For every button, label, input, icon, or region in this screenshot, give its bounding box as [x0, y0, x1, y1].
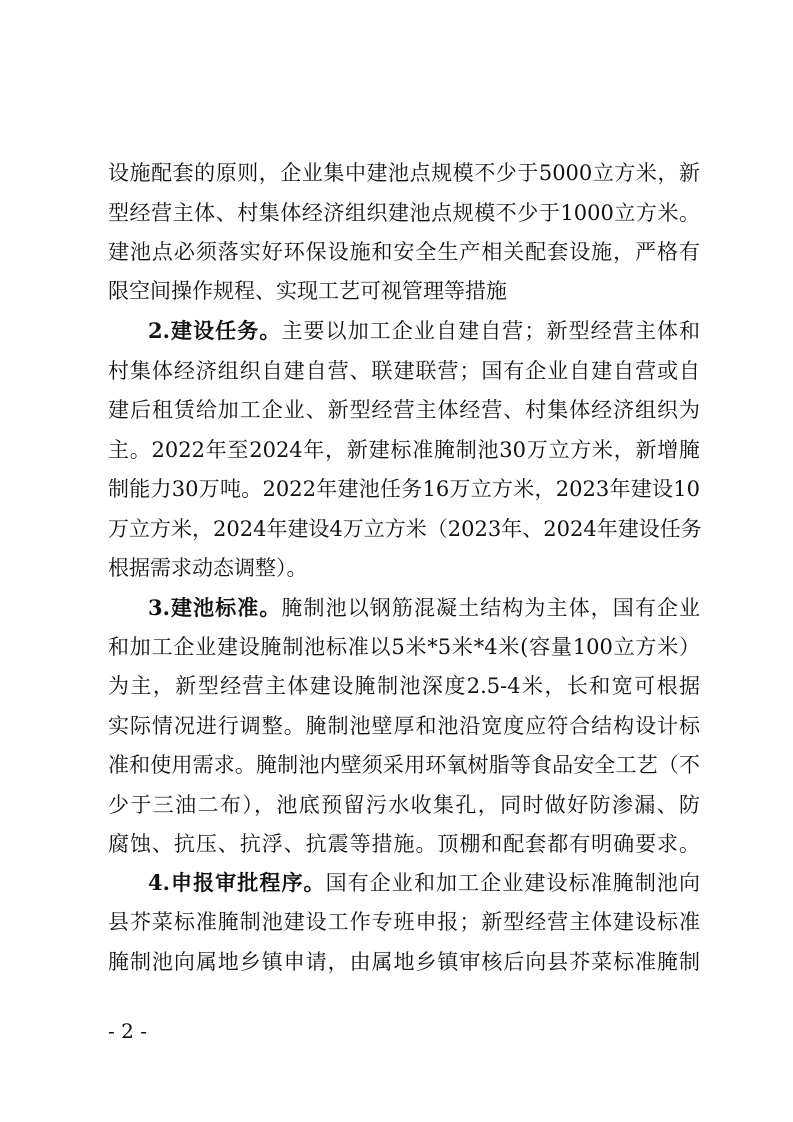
text-line: 实际情况进行调整。腌制池壁厚和池沿宽度应符合结构设计标: [108, 714, 700, 738]
text-line: 主要以加工企业自建自营；新型经营主体和: [281, 319, 700, 343]
text-line: 为主，新型经营主体建设腌制池深度2.5-4米，长和宽可根据: [108, 674, 700, 698]
text-line: 万立方米，2024年建设4万立方米（2023年、2024年建设任务: [108, 517, 702, 541]
section-heading: 3.建池标准。: [148, 595, 282, 620]
text-line: 国有企业和加工企业建设标准腌制池向: [325, 871, 700, 895]
text-line: 型经营主体、村集体经济组织建池点规模不少于1000立方米。: [108, 201, 700, 225]
section-heading: 4.申报审批程序。: [148, 870, 326, 895]
text-line: 腐蚀、抗压、抗浮、抗震等措施。顶棚和配套都有明确要求。: [108, 832, 700, 856]
text-line: 和加工企业建设腌制池标准以5米*5米*4米(容量100立方米）: [108, 635, 700, 659]
text-line: 限空间操作规程、实现工艺可视管理等措施: [108, 279, 507, 303]
text-line: 建后租赁给加工企业、新型经营主体经营、村集体经济组织为: [108, 398, 700, 422]
section-heading: 2.建设任务。: [148, 318, 282, 343]
text-line: 建池点必须落实好环保设施和安全生产相关配套设施，严格有: [108, 240, 700, 264]
text-line: 少于三油二布），池底预留污水收集孔，同时做好防渗漏、防: [108, 793, 700, 817]
text-line: 根据需求动态调整）。: [108, 556, 308, 580]
page-number: - 2 -: [108, 1019, 147, 1043]
text-line: 县芥菜标准腌制池建设工作专班申报；新型经营主体建设标准: [108, 910, 700, 934]
section-3-first-line: [148, 595, 700, 621]
text-line: 主。2022年至2024年，新建标准腌制池30万立方米，新增腌: [108, 438, 700, 462]
text-line: 准和使用需求。腌制池内壁须采用环氧树脂等食品安全工艺（不: [108, 753, 700, 777]
text-line: 制能力30万吨。2022年建池任务16万立方米，2023年建设10: [108, 477, 700, 501]
text-line: 腌制池向属地乡镇申请，由属地乡镇审核后向县芥菜标准腌制: [108, 950, 700, 974]
section-2-first-line: [148, 318, 700, 344]
text-line: 腌制池以钢筋混凝土结构为主体，国有企业: [281, 596, 700, 620]
text-line: 设施配套的原则，企业集中建池点规模不少于5000立方米，新: [108, 161, 700, 185]
section-4-first-line: [148, 870, 700, 896]
text-line: 村集体经济组织自建自营、联建联营；国有企业自建自营或自: [108, 359, 700, 383]
